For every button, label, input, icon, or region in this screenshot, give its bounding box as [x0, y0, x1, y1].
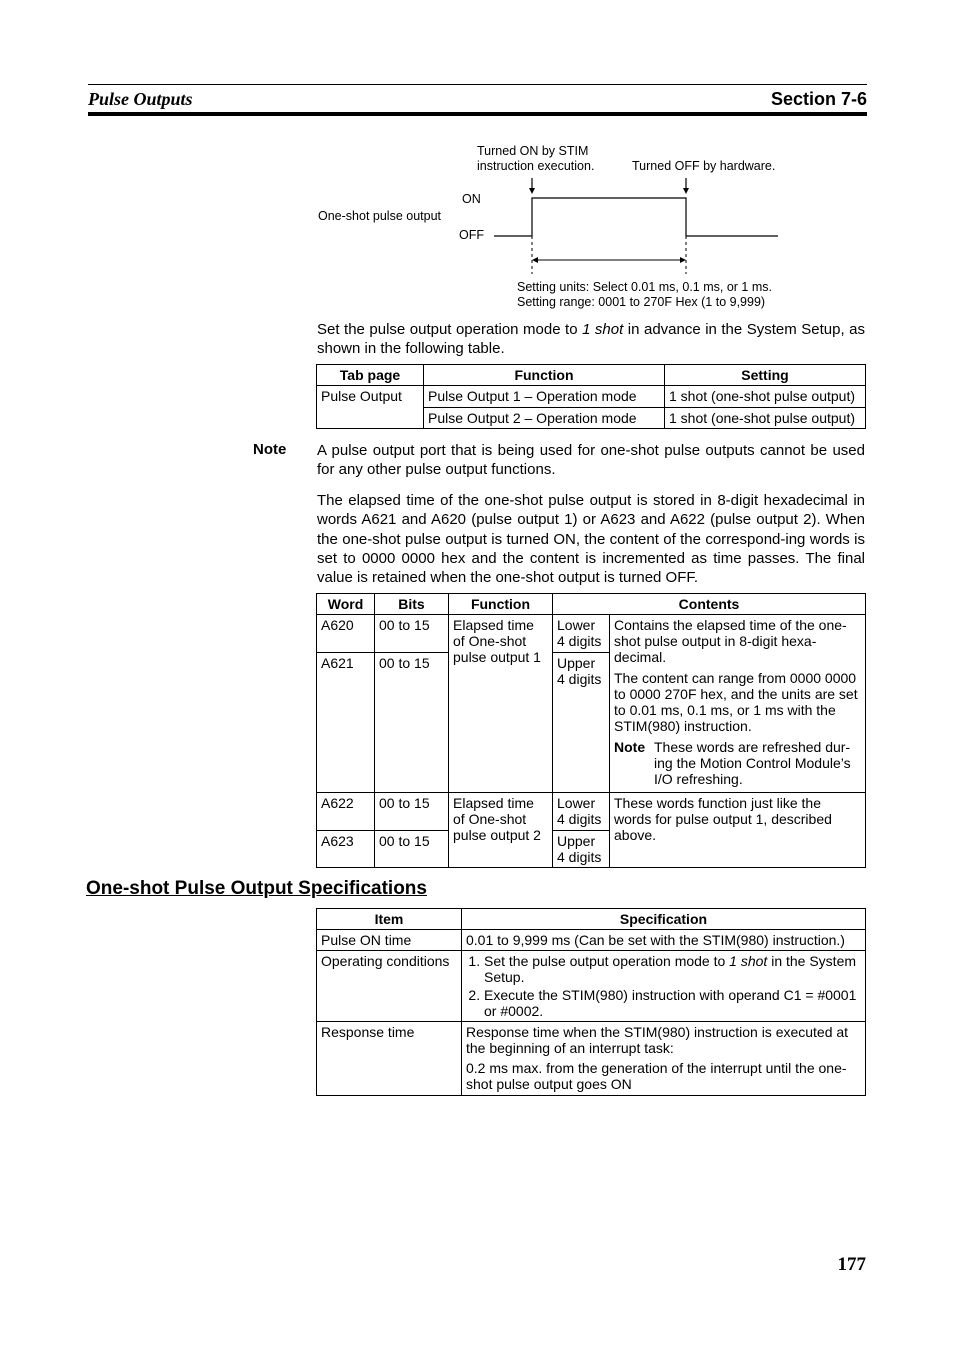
off-level-label: OFF: [459, 228, 484, 242]
note-text: A pulse output port that is being used for one-shot pulse outputs cannot be used for any other pulse output functions.: [317, 442, 865, 479]
spec-value-response: [462, 1022, 866, 1096]
intro-mode-text: 1 shot: [582, 321, 624, 338]
spec-item-response: Response time: [317, 1022, 462, 1096]
word-cell-a621: A621: [317, 653, 375, 793]
operating-1-text-after: in the System Setup.: [484, 953, 857, 985]
intro-paragraph: [317, 320, 865, 359]
setup-table: [316, 364, 866, 429]
word-cell-a622: A622: [317, 793, 375, 831]
signal-name-label: One-shot pulse output: [318, 209, 441, 223]
setting-units-label: Setting units: Select 0.01 ms, 0.1 ms, or 1 ms.: [517, 280, 772, 294]
contents-1-note-label: Note: [614, 739, 646, 755]
setup-setting-cell-2: 1 shot (one-shot pulse output): [665, 407, 866, 429]
operating-1-mode-text: 1 shot: [729, 953, 768, 969]
digits-cell-a620: Lower 4 digits: [553, 615, 610, 653]
response-paragraph-2: 0.2 ms max. from the generation of the interrupt until the one-shot pulse output goes ON: [466, 1060, 847, 1092]
setup-header-tab-page: Tab page: [317, 365, 424, 386]
contents-1-paragraph-1: Contains the elapsed time of the one-shot pulse output in 8-digit hexa-decimal.: [614, 617, 847, 665]
function-cell-output-1: Elapsed time of One-shot pulse output 1: [449, 615, 553, 793]
spec-header-specification: Specification: [462, 909, 866, 930]
contents-cell-output-1: [610, 615, 866, 793]
note-label: Note: [253, 441, 287, 458]
digits-cell-a623: Upper 4 digits: [553, 831, 610, 868]
word-header-bits: Bits: [375, 594, 449, 615]
contents-1-note-text: These words are refreshed dur-ing the Motion Control Module’s I/O refreshing.: [654, 739, 851, 787]
contents-cell-output-2: These words function just like the words for pulse output 1, described above.: [610, 793, 866, 868]
spec-section-title: One-shot Pulse Output Specifications: [86, 878, 427, 899]
page-number: 177: [837, 1254, 866, 1275]
setup-function-cell-1: Pulse Output 1 – Operation mode: [424, 386, 665, 408]
digits-cell-a622: Lower 4 digits: [553, 793, 610, 831]
operating-1-text-before: Set the pulse output operation mode to: [484, 953, 730, 969]
contents-1-note: [614, 739, 861, 787]
header-section-number: Section 7-6: [770, 89, 867, 109]
intro-text-after: in advance in the System Setup, as shown in the following table.: [317, 321, 865, 358]
bits-cell-a620: 00 to 15: [375, 615, 449, 653]
setup-tab-page-cell: Pulse Output: [317, 386, 424, 429]
operating-condition-1: [484, 953, 861, 985]
word-cell-a620: A620: [317, 615, 375, 653]
header-top-rule: [88, 84, 867, 85]
spec-value-pulse-on: 0.01 to 9,999 ms (Can be set with the STIM(980) instruction.): [462, 930, 866, 951]
elapsed-paragraph: The elapsed time of the one-shot pulse output is stored in 8-digit hexadecimal in words A621 and A620 (pulse output 1) or A623 and A622 (pulse output 2). When the one-shot pulse output is turned ON, the content of the correspond-ing words is set to 0000 0000 hex and the content is incremented as time passes. The final value is retained when the one-shot output is turned OFF.: [317, 492, 865, 587]
setup-header-function: Function: [424, 365, 665, 386]
spec-item-operating: Operating conditions: [317, 951, 462, 1022]
operating-condition-2: 2. Execute the STIM(980) instruction with operand C1 = #0001 or #0002.: [484, 987, 861, 1019]
bits-cell-a621: 00 to 15: [375, 653, 449, 793]
setup-setting-cell-1: 1 shot (one-shot pulse output): [665, 386, 866, 408]
spec-header-item: Item: [317, 909, 462, 930]
setup-function-cell-2: Pulse Output 2 – Operation mode: [424, 407, 665, 429]
turn-off-label: Turned OFF by hardware.: [632, 159, 776, 173]
operating-conditions-list: [466, 953, 861, 1019]
word-header-word: Word: [317, 594, 375, 615]
spec-value-operating: [462, 951, 866, 1022]
turn-on-label-line2: instruction execution.: [477, 159, 595, 173]
word-header-function: Function: [449, 594, 553, 615]
contents-1-paragraph-2: The content can range from 0000 0000 to 0000 270F hex, and the units are set to 0.01 ms, 0.1 ms, or 1 ms with the STIM(980) instruction.: [614, 670, 858, 734]
bits-cell-a622: 00 to 15: [375, 793, 449, 831]
digits-cell-a621: Upper 4 digits: [553, 653, 610, 793]
function-cell-output-2: Elapsed time of One-shot pulse output 2: [449, 793, 553, 868]
header-bottom-rule: [88, 112, 867, 116]
word-table: [316, 593, 866, 868]
bits-cell-a623: 00 to 15: [375, 831, 449, 868]
word-header-contents: Contents: [553, 594, 866, 615]
turn-on-label-line1: Turned ON by STIM: [477, 144, 589, 158]
intro-text-before: Set the pulse output operation mode to: [317, 321, 583, 338]
setting-range-label: Setting range: 0001 to 270F Hex (1 to 9,999): [517, 295, 766, 309]
spec-item-pulse-on: Pulse ON time: [317, 930, 462, 951]
response-paragraph-1: Response time when the STIM(980) instruction is executed at the beginning of an interrupt task:: [466, 1024, 849, 1056]
on-level-label: ON: [462, 192, 481, 206]
setup-header-setting: Setting: [665, 365, 866, 386]
word-cell-a623: A623: [317, 831, 375, 868]
header-section-name: Pulse Outputs: [88, 89, 193, 109]
spec-table: [316, 908, 866, 1096]
pulse-waveform: [480, 172, 790, 282]
